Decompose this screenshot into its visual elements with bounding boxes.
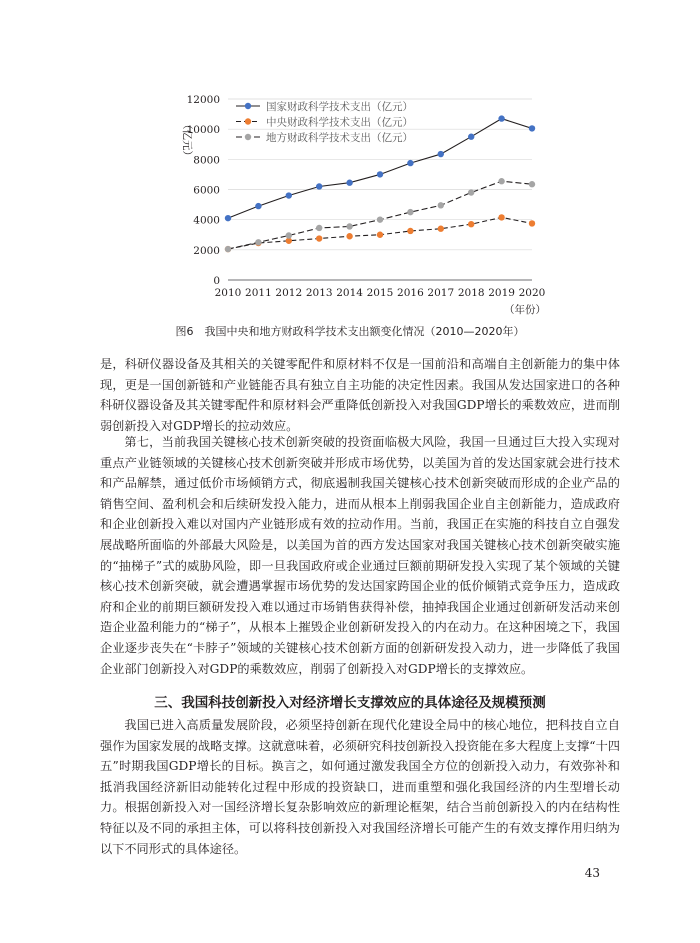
y-tick-label: 4000 xyxy=(193,214,220,227)
data-point xyxy=(316,235,322,241)
y-tick-label: 6000 xyxy=(193,184,220,197)
x-tick-label: 2019 xyxy=(488,287,515,299)
paragraph-continued xyxy=(100,354,620,436)
x-tick-label: 2018 xyxy=(457,287,485,299)
data-point xyxy=(377,216,383,222)
x-tick-label: 2011 xyxy=(245,287,272,299)
legend-label: 国家财政科学技术支出（亿元） xyxy=(266,101,413,113)
data-point xyxy=(346,223,352,229)
data-point xyxy=(377,171,383,177)
data-point xyxy=(346,233,352,239)
data-point xyxy=(529,125,535,131)
y-tick-label: 12000 xyxy=(186,94,220,106)
x-tick-label: 2016 xyxy=(397,287,424,299)
data-point xyxy=(377,232,383,238)
data-point xyxy=(468,221,474,227)
y-axis-label: （亿元） xyxy=(181,119,193,161)
data-point xyxy=(468,189,474,195)
legend-label: 地方财政科学技术支出（亿元） xyxy=(266,132,413,144)
data-point xyxy=(407,160,413,166)
data-point xyxy=(498,115,504,121)
paragraph-2: 第七，当前我国关键核心技术创新突破的投资面临极大风险，我国一旦通过巨大投入实现对重点产业链领域的关键核心技术创新突破并形成市场优势，以美国为首的发达国家就会进行技术和产品解禁，通过低价市场倾销方式，彻底遏制我国关键核心技术创新突破而形成的企业产品的销售空间、盈利机会和后续研发投入能力，进而从根本上削弱我国企业自主创新能力，造成政府和企业创新投入难以对国内产业链形成有效的拉动作用。当前，我国正在实施的科技自立自强发展战略所面临的外部最大风险是，以美国为首的西方发达国家对我国关键核心技术创新突破实施的“抽梯子”式的威胁风险，即一旦我国政府或企业通过巨额前期研发投入实现了某个领域的关键核心技术创新突破，就会遭遇掌握市场优势的发达国家跨国企业的低价倾销式竞争压力，造成政府和企业的前期巨额研发投入难以通过市场销售获得补偿，抽掉我国企业通过创新研发活动来创造企业盈利能力的“梯子”，从根本上摧毁企业创新研发投入的内在动力。在这种困境之下，我国企业逐步丧失在“卡脖子”领域的关键核心技术创新方面的创新研发投入动力，进一步降低了我国企业部门创新投入对GDP的乘数效应，削弱了创新投入对GDP增长的支撑效应。 xyxy=(100,435,620,676)
data-point xyxy=(286,232,292,238)
x-tick-label: 2013 xyxy=(305,287,333,299)
data-point xyxy=(468,134,474,140)
x-tick-label: 2020 xyxy=(518,287,546,299)
data-point xyxy=(438,202,444,208)
data-point xyxy=(498,214,504,220)
x-tick-label: 2015 xyxy=(366,287,394,299)
data-point xyxy=(316,183,322,189)
line-chart xyxy=(140,82,560,320)
data-point xyxy=(255,203,261,209)
data-point xyxy=(255,239,261,245)
legend-marker xyxy=(245,134,251,140)
x-axis-label: （年份） xyxy=(504,304,546,316)
data-point xyxy=(438,226,444,232)
paragraph-block-3 xyxy=(100,715,620,859)
x-tick-label: 2012 xyxy=(275,287,303,299)
data-point xyxy=(407,228,413,234)
figure-caption: 图6 我国中央和地方财政科学技术支出额变化情况（2010—2020年） xyxy=(175,325,525,338)
page-number: 43 xyxy=(584,866,600,880)
data-point xyxy=(407,209,413,215)
series-line xyxy=(228,181,532,249)
paragraph-block xyxy=(100,432,620,679)
legend-marker xyxy=(245,103,251,109)
data-point xyxy=(346,180,352,186)
x-tick-label: 2017 xyxy=(427,287,455,299)
data-point xyxy=(438,151,444,157)
legend-label: 中央财政科学技术支出（亿元） xyxy=(266,116,413,129)
x-tick-label: 2010 xyxy=(214,287,242,299)
x-tick-label: 2014 xyxy=(336,287,363,299)
y-tick-label: 0 xyxy=(213,275,220,287)
data-point xyxy=(316,225,322,231)
y-tick-label: 8000 xyxy=(193,154,220,167)
legend-marker xyxy=(245,118,251,124)
paragraph-1: 是，科研仪器设备及其相关的关键零配件和原材料不仅是一国前沿和高端自主创新能力的集中体现，更是一国创新链和产业链能否具有独立自主功能的决定性因素。我国从发达国家进口的各种科研仪器设备及其关键零配件和原材料会严重降低创新投入对我国GDP增长的乘数效应，进而削弱创新投入对GDP增长的拉动效应。 xyxy=(100,357,620,433)
data-point xyxy=(286,192,292,198)
data-point xyxy=(529,181,535,187)
data-point xyxy=(225,215,231,221)
chart-svg xyxy=(140,82,560,320)
y-tick-label: 2000 xyxy=(193,244,220,257)
data-point xyxy=(529,220,535,226)
y-tick-label: 10000 xyxy=(186,124,220,137)
paragraph-3: 我国已进入高质量发展阶段，必须坚持创新在现代化建设全局中的核心地位，把科技自立自强作为国家发展的战略支撑。这就意味着，必须研究科技创新投入投资能在多大程度上支撑“十四五”时期我国GDP增长的目标。换言之，如何通过激发我国全方位的创新投入动力，有效弥补和抵消我国经济新旧动能转化过程中形成的投资缺口，进而重塑和强化我国经济的内生型增长动力。根据创新投入对一国经济增长复杂影响效应的新理论框架，结合当前创新投入的内在结构性特征以及不同的承担主体，可以将科技创新投入对我国经济增长可能产生的有效支撑作用归纳为以下不同形式的具体途径。 xyxy=(100,718,620,856)
data-point xyxy=(225,246,231,252)
section-title: 三、我国科技创新投入对经济增长支撑效应的具体途径及规模预测 xyxy=(154,695,546,711)
data-point xyxy=(498,178,504,184)
